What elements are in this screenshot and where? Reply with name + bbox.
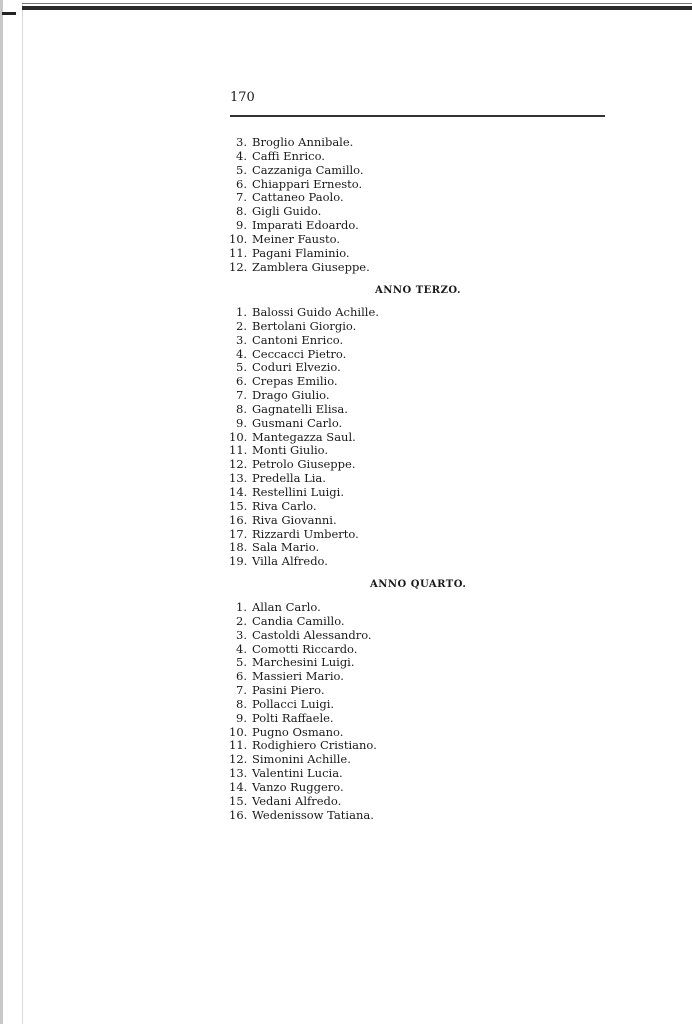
item-name: Petrolo Giuseppe. xyxy=(252,457,356,472)
item-name: Imparati Edoardo. xyxy=(252,218,359,233)
list-item xyxy=(229,150,370,164)
list-item xyxy=(229,541,379,555)
list-item xyxy=(229,670,377,684)
item-number: 4. xyxy=(236,346,247,361)
item-number: 11. xyxy=(229,738,248,753)
list-item xyxy=(229,431,379,445)
item-name: Pollacci Luigi. xyxy=(252,696,335,711)
item-number: 8. xyxy=(236,696,247,711)
list-item xyxy=(229,417,379,431)
item-number: 17. xyxy=(229,526,248,541)
item-name: Pagani Flaminio. xyxy=(252,245,350,260)
item-name: Riva Giovanni. xyxy=(252,512,337,527)
list-item xyxy=(229,795,377,809)
item-name: Villa Alfredo. xyxy=(252,554,328,569)
item-number: 6. xyxy=(236,669,247,684)
item-name: Zamblera Giuseppe. xyxy=(252,259,370,274)
name-list-anno-terzo xyxy=(229,306,379,569)
name-list-anno-quarto xyxy=(229,601,377,823)
item-number: 1. xyxy=(236,600,247,614)
item-name: Comotti Riccardo. xyxy=(252,641,358,656)
item-number: 15. xyxy=(229,793,248,808)
item-name: Marchesini Luigi. xyxy=(252,655,355,670)
item-name: Restellini Luigi. xyxy=(252,484,344,499)
list-item xyxy=(229,375,379,389)
item-name: Ceccacci Pietro. xyxy=(252,346,347,361)
item-number: 14. xyxy=(229,484,248,499)
name-list-section-1 xyxy=(229,136,370,274)
item-number: 2. xyxy=(236,613,247,628)
list-item xyxy=(229,403,379,417)
item-number: 9. xyxy=(236,218,247,233)
list-item xyxy=(229,684,377,698)
list-item xyxy=(229,136,370,150)
list-item xyxy=(229,233,370,247)
list-item xyxy=(229,472,379,486)
item-number: 6. xyxy=(236,374,247,389)
header-rule xyxy=(230,115,605,117)
item-name: Rizzardi Umberto. xyxy=(252,526,359,541)
list-item xyxy=(229,178,370,192)
item-name: Rodighiero Cristiano. xyxy=(252,738,377,753)
scan-top-border xyxy=(22,6,692,10)
item-number: 5. xyxy=(236,360,247,375)
item-name: Cantoni Enrico. xyxy=(252,332,344,347)
list-item xyxy=(229,656,377,670)
item-name: Balossi Guido Achille. xyxy=(252,305,379,319)
item-number: 15. xyxy=(229,498,248,513)
list-item xyxy=(229,191,370,205)
item-number: 4. xyxy=(236,148,247,163)
item-name: Massieri Mario. xyxy=(252,669,344,684)
item-name: Caffi Enrico. xyxy=(252,148,325,163)
item-number: 14. xyxy=(229,779,248,794)
item-name: Coduri Elvezio. xyxy=(252,360,341,375)
list-item xyxy=(229,712,377,726)
item-number: 8. xyxy=(236,401,247,416)
list-item xyxy=(229,486,379,500)
item-number: 19. xyxy=(229,554,248,569)
list-item xyxy=(229,389,379,403)
item-number: 3. xyxy=(236,135,247,149)
item-name: Wedenissow Tatiana. xyxy=(252,807,374,822)
item-name: Chiappari Ernesto. xyxy=(252,176,363,191)
item-number: 4. xyxy=(236,641,247,656)
item-number: 9. xyxy=(236,710,247,725)
list-item xyxy=(229,514,379,528)
item-name: Castoldi Alessandro. xyxy=(252,627,372,642)
item-name: Riva Carlo. xyxy=(252,498,317,513)
list-item xyxy=(229,698,377,712)
item-name: Meiner Fausto. xyxy=(252,231,340,246)
item-number: 16. xyxy=(229,807,248,822)
item-name: Broglio Annibale. xyxy=(252,135,354,149)
item-name: Vedani Alfredo. xyxy=(252,793,342,808)
item-name: Drago Giulio. xyxy=(252,388,330,403)
item-number: 11. xyxy=(229,443,248,458)
corner-mark xyxy=(2,12,16,15)
item-number: 3. xyxy=(236,627,247,642)
item-number: 5. xyxy=(236,655,247,670)
item-number: 12. xyxy=(229,457,248,472)
item-number: 6. xyxy=(236,176,247,191)
list-item xyxy=(229,247,370,261)
item-name: Simonini Achille. xyxy=(252,752,351,767)
list-item xyxy=(229,809,377,823)
item-name: Sala Mario. xyxy=(252,540,320,555)
list-item xyxy=(229,753,377,767)
item-name: Cazzaniga Camillo. xyxy=(252,162,364,177)
item-number: 10. xyxy=(229,429,248,444)
list-item xyxy=(229,458,379,472)
item-number: 12. xyxy=(229,752,248,767)
item-name: Pugno Osmano. xyxy=(252,724,344,739)
item-number: 8. xyxy=(236,204,247,219)
item-number: 5. xyxy=(236,162,247,177)
item-number: 10. xyxy=(229,724,248,739)
item-number: 1. xyxy=(236,305,247,319)
item-name: Gigli Guido. xyxy=(252,204,322,219)
list-item xyxy=(229,334,379,348)
list-item xyxy=(229,219,370,233)
item-name: Polti Raffaele. xyxy=(252,710,334,725)
list-item xyxy=(229,615,377,629)
item-name: Gagnatelli Elisa. xyxy=(252,401,348,416)
item-name: Valentini Lucia. xyxy=(252,766,343,781)
item-name: Bertolani Giorgio. xyxy=(252,318,357,333)
item-number: 10. xyxy=(229,231,248,246)
item-name: Allan Carlo. xyxy=(252,600,321,614)
item-name: Gusmani Carlo. xyxy=(252,415,343,430)
item-name: Vanzo Ruggero. xyxy=(252,779,344,794)
list-item xyxy=(229,361,379,375)
item-name: Mantegazza Saul. xyxy=(252,429,356,444)
list-item xyxy=(229,348,379,362)
item-number: 18. xyxy=(229,540,248,555)
item-number: 7. xyxy=(236,683,247,698)
item-number: 2. xyxy=(236,318,247,333)
list-item xyxy=(229,726,377,740)
list-item xyxy=(229,528,379,542)
list-item xyxy=(229,739,377,753)
list-item xyxy=(229,320,379,334)
item-name: Predella Lia. xyxy=(252,471,326,486)
item-name: Crepas Emilio. xyxy=(252,374,338,389)
page-binding-line xyxy=(22,4,23,1024)
item-name: Cattaneo Paolo. xyxy=(252,190,344,205)
item-number: 16. xyxy=(229,512,248,527)
item-name: Monti Giulio. xyxy=(252,443,329,458)
item-number: 7. xyxy=(236,190,247,205)
list-item xyxy=(229,555,379,569)
list-item xyxy=(229,500,379,514)
list-item xyxy=(229,205,370,219)
list-item xyxy=(229,643,377,657)
scan-top-border-thin xyxy=(22,3,692,4)
list-item xyxy=(229,781,377,795)
list-item xyxy=(229,444,379,458)
section-heading-anno-terzo: ANNO TERZO. xyxy=(375,285,462,296)
list-item xyxy=(229,629,377,643)
item-number: 13. xyxy=(229,766,248,781)
list-item xyxy=(229,601,377,615)
item-number: 3. xyxy=(236,332,247,347)
item-name: Candia Camillo. xyxy=(252,613,345,628)
list-item xyxy=(229,306,379,320)
list-item xyxy=(229,261,370,275)
item-number: 12. xyxy=(229,259,248,274)
item-number: 9. xyxy=(236,415,247,430)
page-number: 170 xyxy=(230,90,255,105)
item-number: 13. xyxy=(229,471,248,486)
section-heading-anno-quarto: ANNO QUARTO. xyxy=(370,579,467,590)
list-item xyxy=(229,164,370,178)
item-number: 7. xyxy=(236,388,247,403)
item-name: Pasini Piero. xyxy=(252,683,325,698)
list-item xyxy=(229,767,377,781)
page-edge-shadow xyxy=(0,0,3,1024)
item-number: 11. xyxy=(229,245,248,260)
